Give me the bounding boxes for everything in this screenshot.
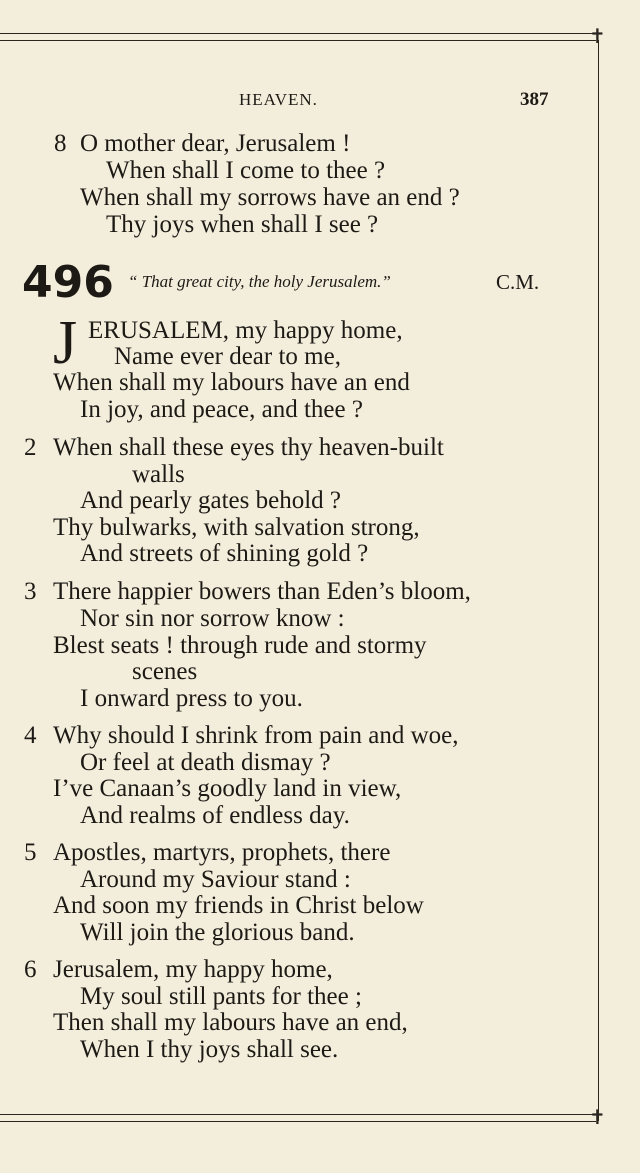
verse-line: And realms of endless day. (80, 802, 350, 829)
verse-line: Apostles, martyrs, prophets, there (53, 839, 391, 866)
top-rule (0, 33, 596, 34)
verse-number: 3 (24, 578, 37, 605)
verse-line: There happier bowers than Eden’s bloom, (53, 578, 471, 605)
bottom-rule-inner (0, 1114, 596, 1115)
cross-ornament-icon: ✝ (589, 1107, 606, 1129)
verse-line: And pearly gates behold ? (80, 487, 342, 514)
verse-line: And streets of shining gold ? (80, 540, 369, 567)
verse-line: Name ever dear to me, (114, 343, 341, 370)
verse-line: When shall I come to thee ? (106, 157, 386, 184)
verse-line: I onward press to you. (80, 685, 303, 712)
verse-line: Thy bulwarks, with salvation strong, (53, 514, 420, 541)
verse-line: Jerusalem, my happy home, (53, 956, 333, 983)
verse-line: I’ve Canaan’s goodly land in view, (53, 775, 402, 802)
verse-line: When I thy joys shall see. (80, 1036, 339, 1063)
verse-line: Nor sin nor sorrow know : (80, 605, 345, 632)
hymn-number: 496 (22, 257, 114, 308)
top-rule-inner (0, 40, 596, 41)
hymn-meter: C.M. (496, 270, 540, 294)
verse-line: O mother dear, Jerusalem ! (80, 130, 351, 157)
running-header: HEAVEN. (239, 90, 318, 109)
verse-line: In joy, and peace, and thee ? (80, 396, 363, 423)
verse-line: Or feel at death dismay ? (80, 749, 331, 776)
hymn-epigraph: “ That great city, the holy Jerusalem.” (128, 272, 391, 291)
verse-line: ERUSALEM, my happy home, (88, 317, 403, 344)
verse-number: 8 (54, 130, 67, 157)
verse-line: When shall these eyes thy heaven-built (53, 434, 444, 461)
verse-line: walls (132, 461, 185, 488)
cross-ornament-icon: ✝ (589, 26, 606, 48)
verse-line: Then shall my labours have an end, (53, 1009, 408, 1036)
verse-line: Thy joys when shall I see ? (106, 211, 379, 238)
verse-line: Will join the glorious band. (80, 919, 355, 946)
verse-line: My soul still pants for thee ; (80, 983, 362, 1010)
right-margin-rule (598, 40, 599, 1121)
verse-line: And soon my friends in Christ below (53, 892, 424, 919)
verse-line: Around my Saviour stand : (80, 866, 351, 893)
bottom-rule (0, 1121, 596, 1122)
verse-line: scenes (132, 658, 198, 685)
verse-line: When shall my sorrows have an end ? (80, 184, 460, 211)
verse-line: Blest seats ! through rude and stormy (53, 632, 427, 659)
drop-cap: J (53, 309, 78, 377)
verse-line: Why should I shrink from pain and woe, (53, 722, 459, 749)
verse-number: 6 (24, 956, 37, 983)
verse-number: 4 (24, 722, 37, 749)
page-number: 387 (520, 89, 549, 110)
verse-line: When shall my labours have an end (53, 369, 410, 396)
verse-number: 5 (24, 839, 37, 866)
verse-number: 2 (24, 434, 37, 461)
